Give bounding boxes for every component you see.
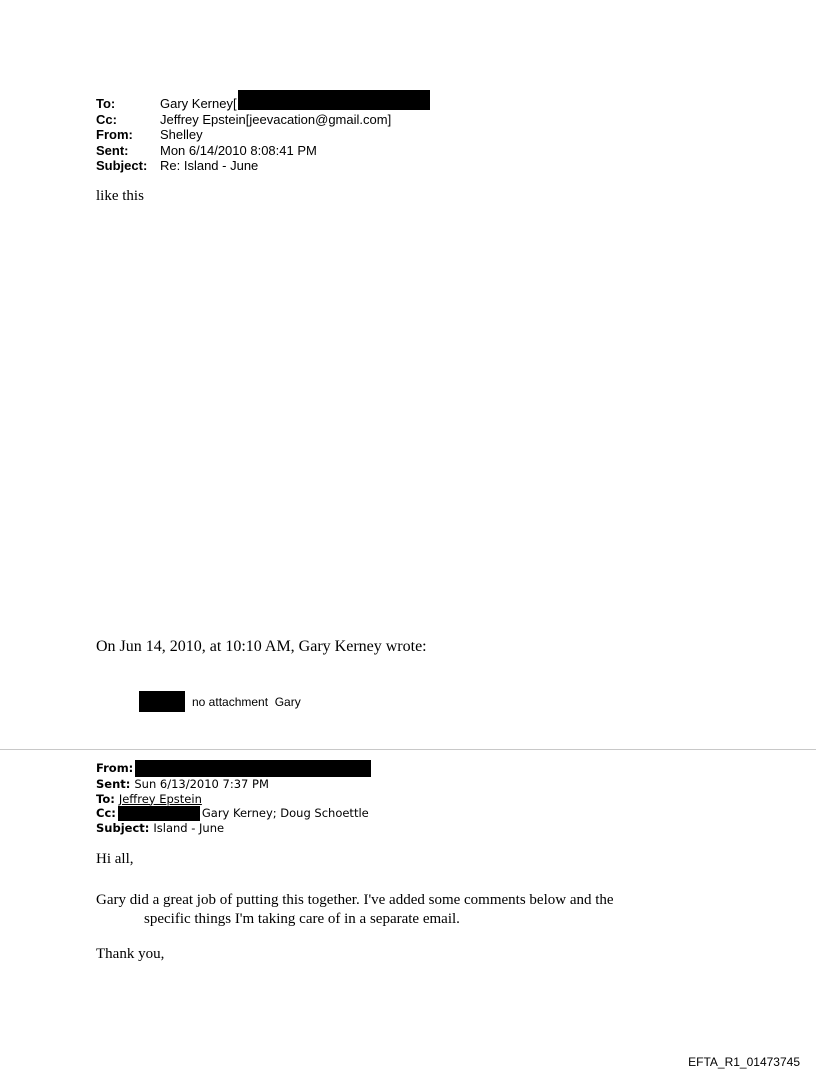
reply-text: like this [96,188,144,204]
sent-value: Mon 6/14/2010 8:08:41 PM [160,142,317,158]
quoted-message [139,691,301,712]
document-id: EFTA_R1_01473745 [688,1055,800,1069]
quote-attribution: On Jun 14, 2010, at 10:10 AM, Gary Kerney wrote: [96,638,427,655]
to-row [96,96,391,112]
redaction-bar [135,760,371,777]
fwd-to-row [96,792,371,807]
fwd-sent-row [96,777,371,792]
subject-row [96,158,391,174]
cc-value: Jeffrey Epstein[jeevacation@gmail.com] [160,111,392,127]
redaction-bar [139,691,185,712]
from-value: Shelley [160,127,203,142]
greeting: Hi all, [96,851,134,867]
to-value: Gary Kerney[ [160,96,237,111]
paragraph-line: Gary did a great job of putting this together. I've added some comments below and the [96,892,614,908]
paragraph-line: specific things I'm taking care of in a separate email. [144,911,460,927]
from-row [96,127,391,143]
subject-label: Subject: [96,158,148,173]
quoted-text: no attachment Gary [192,694,301,709]
fwd-subject-label: Subject: [96,821,150,836]
sent-row [96,143,391,159]
fwd-from-label: From: [96,761,134,776]
message-paragraph [96,891,696,929]
cc-label: Cc: [96,111,117,127]
fwd-sent-label: Sent: [96,777,131,791]
cc-row [96,112,391,128]
fwd-subject-row [96,821,371,836]
forwarded-header [96,760,371,836]
fwd-cc-label: Cc: [96,806,116,821]
email-header [96,96,391,174]
fwd-subject-value: Island - June [153,821,225,836]
to-label: To: [96,96,116,111]
subject-value: Re: Island - June [160,158,259,173]
fwd-to-label: To: [96,791,115,806]
redaction-bar [118,806,200,821]
fwd-cc-row [96,806,371,821]
from-label: From: [96,127,133,142]
closing: Thank you, [96,946,165,962]
fwd-cc-value: Gary Kerney; Doug Schoettle [201,806,369,821]
divider [0,749,816,750]
fwd-sent-value: Sun 6/13/2010 7:37 PM [134,777,269,791]
fwd-from-row [96,760,371,777]
sent-label: Sent: [96,142,129,158]
fwd-to-value: Jeffrey Epstein [118,791,202,806]
